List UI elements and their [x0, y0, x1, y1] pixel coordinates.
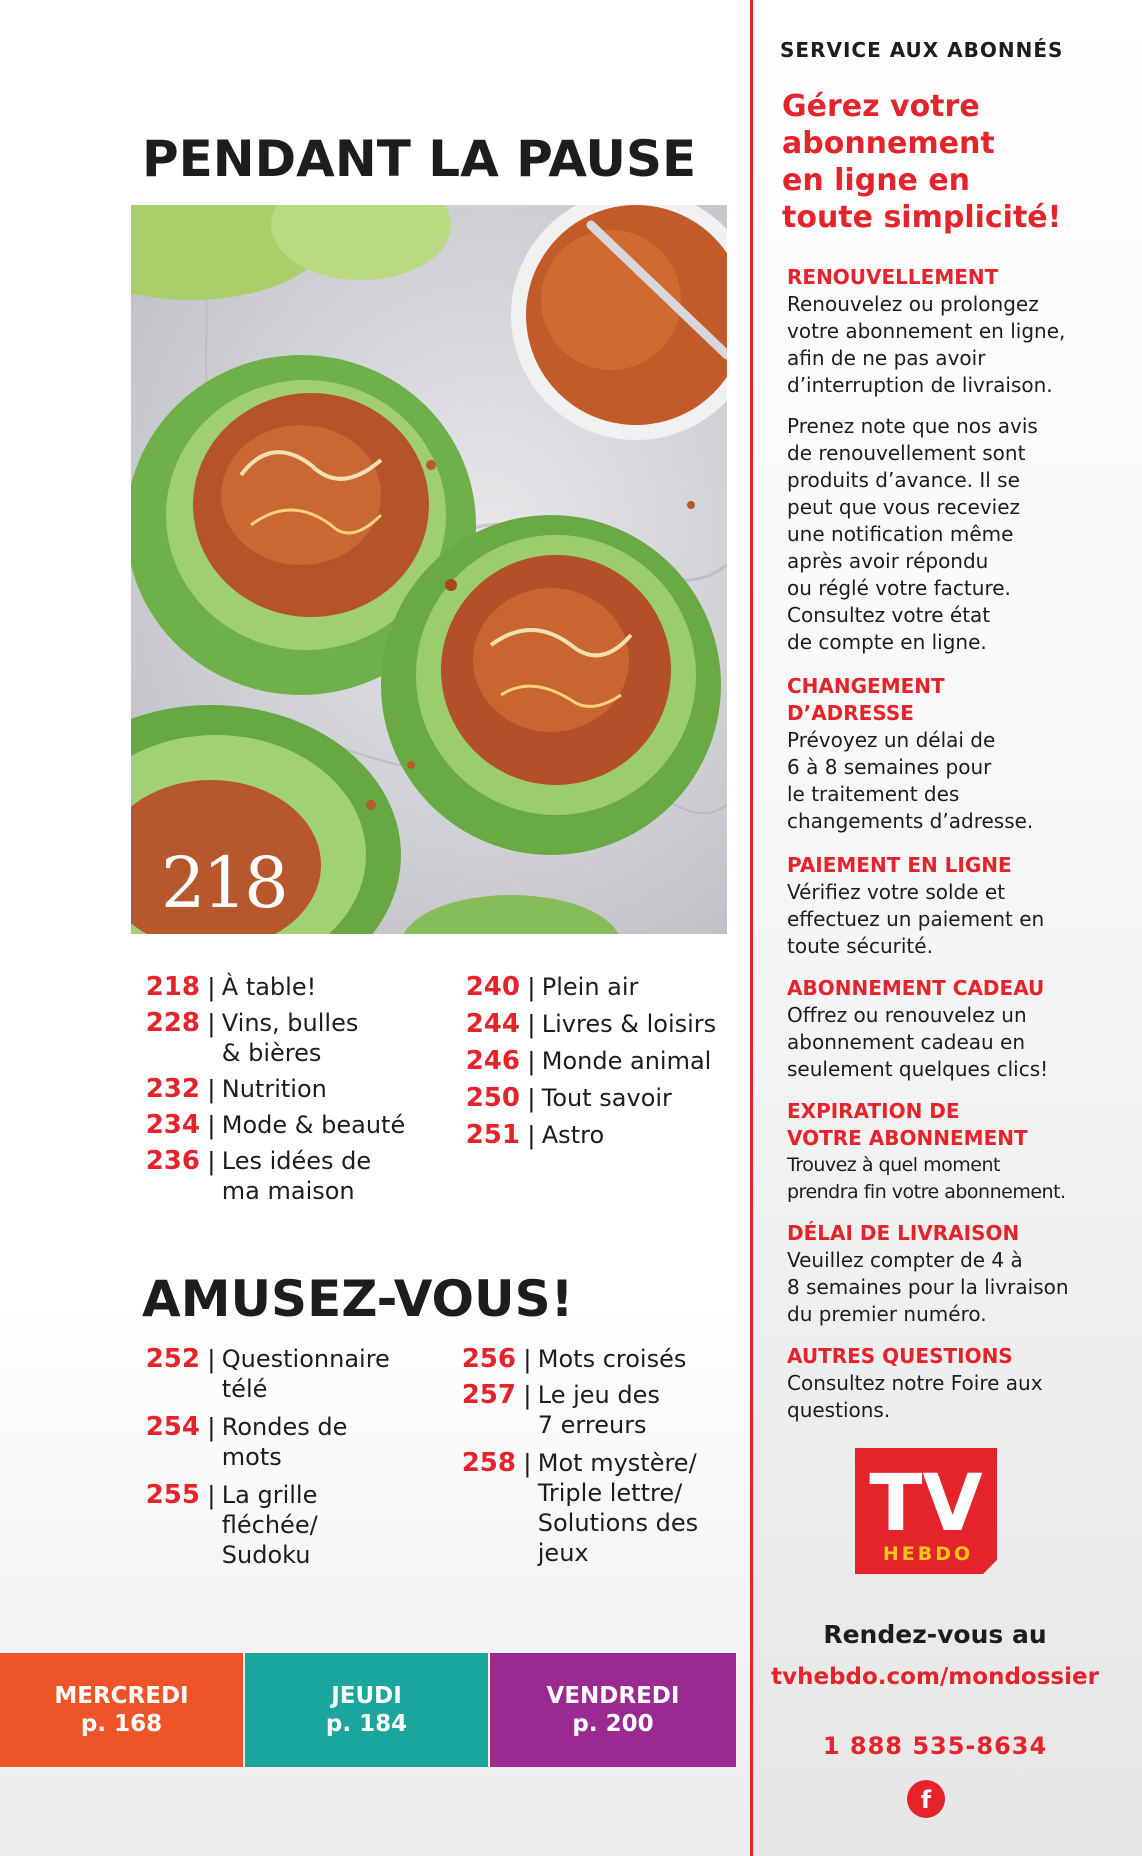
toc-entry[interactable]: [462, 1009, 716, 1039]
toc-page-number: 257: [461, 1380, 516, 1410]
toc-label: Vins, bulles & bières: [221, 1009, 359, 1067]
faq-expiration: [787, 1098, 1132, 1206]
toc-page-number: 228: [145, 1008, 200, 1038]
section-title-pause: PENDANT LA PAUSE: [142, 130, 697, 188]
toc-separator: |: [528, 1120, 535, 1150]
toc-separator: |: [208, 1110, 215, 1140]
toc-separator: |: [528, 1009, 535, 1039]
toc-separator: |: [528, 1083, 535, 1113]
toc-separator: |: [524, 1380, 531, 1410]
faq-paiement-en-ligne: [787, 852, 1132, 960]
toc-separator: |: [208, 972, 215, 1002]
toc-label: Plein air: [541, 973, 639, 1001]
toc-entry[interactable]: [142, 1412, 347, 1472]
toc-entry[interactable]: [142, 972, 316, 1002]
toc-label: Tout savoir: [541, 1084, 672, 1112]
toc-entry[interactable]: [142, 1146, 371, 1206]
toc-page-number: 232: [145, 1074, 200, 1104]
toc-label: Astro: [541, 1121, 605, 1149]
day-tab-vendredi[interactable]: [490, 1653, 736, 1767]
toc-label: Le jeu des 7 erreurs: [537, 1381, 660, 1439]
toc-separator: |: [524, 1448, 531, 1478]
cta-url-link[interactable]: tvhebdo.com/mondossier: [771, 1664, 1099, 1690]
toc-page-number: 251: [465, 1120, 520, 1150]
service-header: SERVICE AUX ABONNÉS: [780, 38, 1064, 62]
faq-title: DÉLAI DE LIVRAISON: [787, 1221, 1020, 1245]
photo-page-number: 218: [161, 842, 286, 924]
food-photo: [131, 205, 727, 934]
toc-entry[interactable]: [462, 1046, 711, 1076]
toc-separator: |: [208, 1480, 215, 1510]
toc-separator: |: [208, 1412, 215, 1442]
toc-entry[interactable]: [462, 1083, 672, 1113]
logo-tv-text: TV: [869, 1459, 983, 1549]
toc-entry[interactable]: [142, 1008, 358, 1068]
faq-title: RENOUVELLEMENT: [787, 265, 999, 289]
toc-entry[interactable]: [142, 1344, 390, 1404]
faq-body: Veuillez compter de 4 à 8 semaines pour la livraison du premier numéro.: [787, 1248, 1069, 1326]
faq-delai-livraison: [787, 1220, 1132, 1328]
toc-page-number: 256: [461, 1344, 516, 1374]
toc-label: Livres & loisirs: [541, 1010, 717, 1038]
food-illustration: [131, 205, 727, 934]
toc-page-number: 244: [465, 1009, 520, 1039]
tv-hebdo-logo: [855, 1448, 997, 1574]
toc-separator: |: [528, 1046, 535, 1076]
toc-separator: |: [208, 1344, 215, 1374]
toc-label: Rondes de mots: [221, 1413, 348, 1471]
toc-entry[interactable]: [142, 1074, 327, 1104]
faq-title: PAIEMENT EN LIGNE: [787, 853, 1012, 877]
section-title-amusez: AMUSEZ-VOUS!: [142, 1270, 574, 1328]
faq-autres-questions: [787, 1343, 1132, 1424]
cta-phone-link[interactable]: 1 888 535-8634: [822, 1732, 1048, 1760]
toc-page-number: 255: [145, 1480, 200, 1510]
faq-body: Consultez notre Foire aux questions.: [787, 1371, 1043, 1422]
faq-changement-adresse: [787, 673, 1132, 835]
faq-title: AUTRES QUESTIONS: [787, 1344, 1013, 1368]
faq-body: Trouvez à quel moment prendra fin votre abonnement.: [787, 1154, 1066, 1203]
toc-page-number: 236: [145, 1146, 200, 1176]
facebook-icon[interactable]: f: [907, 1780, 945, 1818]
faq-body: Vérifiez votre solde et effectuez un paiement en toute sécurité.: [787, 880, 1045, 958]
day-page: p. 200: [572, 1711, 654, 1737]
toc-label: Les idées de ma maison: [221, 1147, 372, 1205]
day-page: p. 168: [80, 1711, 163, 1737]
toc-separator: |: [208, 1008, 215, 1038]
logo-hebdo-text: HEBDO: [882, 1543, 974, 1565]
toc-page-number: 218: [145, 972, 200, 1002]
toc-entry[interactable]: [462, 972, 638, 1002]
toc-page-number: 250: [465, 1083, 520, 1113]
toc-separator: |: [524, 1344, 531, 1374]
faq-title: EXPIRATION DE VOTRE ABONNEMENT: [787, 1099, 1028, 1150]
toc-label: Monde animal: [541, 1047, 712, 1075]
faq-renouvellement: [787, 264, 1132, 656]
day-name: MERCREDI: [54, 1683, 189, 1709]
faq-body: Renouvelez ou prolongez votre abonnement en ligne, afin de ne pas avoir d’interruption de livraison.: [787, 292, 1066, 397]
toc-page-number: 240: [465, 972, 520, 1002]
toc-label: Nutrition: [221, 1075, 327, 1103]
toc-label: À table!: [221, 973, 317, 1001]
day-tab-mercredi[interactable]: [0, 1653, 243, 1767]
toc-page-number: 258: [461, 1448, 516, 1478]
toc-entry[interactable]: [142, 1110, 405, 1140]
toc-label: Mots croisés: [537, 1345, 687, 1373]
day-name: VENDREDI: [546, 1683, 680, 1709]
toc-label: Questionnaire télé: [221, 1345, 390, 1403]
toc-page-number: 234: [145, 1110, 200, 1140]
toc-label: La grille fléchée/ Sudoku: [221, 1481, 318, 1569]
toc-page-number: 254: [145, 1412, 200, 1442]
toc-entry[interactable]: [142, 1480, 318, 1570]
toc-label: Mode & beauté: [221, 1111, 406, 1139]
toc-label: Mot mystère/ Triple lettre/ Solutions des jeux: [537, 1449, 699, 1567]
day-name: JEUDI: [331, 1683, 402, 1709]
faq-abonnement-cadeau: [787, 975, 1132, 1083]
toc-separator: |: [208, 1074, 215, 1104]
toc-entry[interactable]: [458, 1448, 698, 1568]
faq-title: CHANGEMENT D’ADRESSE: [787, 674, 945, 725]
cta-text: Rendez-vous au: [823, 1620, 1047, 1649]
toc-page-number: 252: [145, 1344, 200, 1374]
day-page: p. 184: [325, 1711, 408, 1737]
toc-page-number: 246: [465, 1046, 520, 1076]
toc-entry[interactable]: [462, 1120, 604, 1150]
faq-body: Prévoyez un délai de 6 à 8 semaines pour le traitement des changements d’adresse.: [787, 728, 1034, 833]
faq-body: Prenez note que nos avis de renouvellement sont produits d’avance. Il se peut que vous receviez une notification même après avoir répondu ou réglé votre facture. Consultez votre état de compte en ligne.: [787, 414, 1038, 654]
toc-separator: |: [208, 1146, 215, 1176]
faq-title: ABONNEMENT CADEAU: [787, 976, 1045, 1000]
service-headline: Gérez votre abonnement en ligne en toute simplicité!: [782, 89, 1062, 235]
toc-separator: |: [528, 972, 535, 1002]
toc-entry[interactable]: [458, 1380, 660, 1440]
faq-body: Offrez ou renouvelez un abonnement cadeau en seulement quelques clics!: [787, 1003, 1049, 1081]
day-tab-jeudi[interactable]: [245, 1653, 488, 1767]
toc-entry[interactable]: [458, 1344, 686, 1374]
